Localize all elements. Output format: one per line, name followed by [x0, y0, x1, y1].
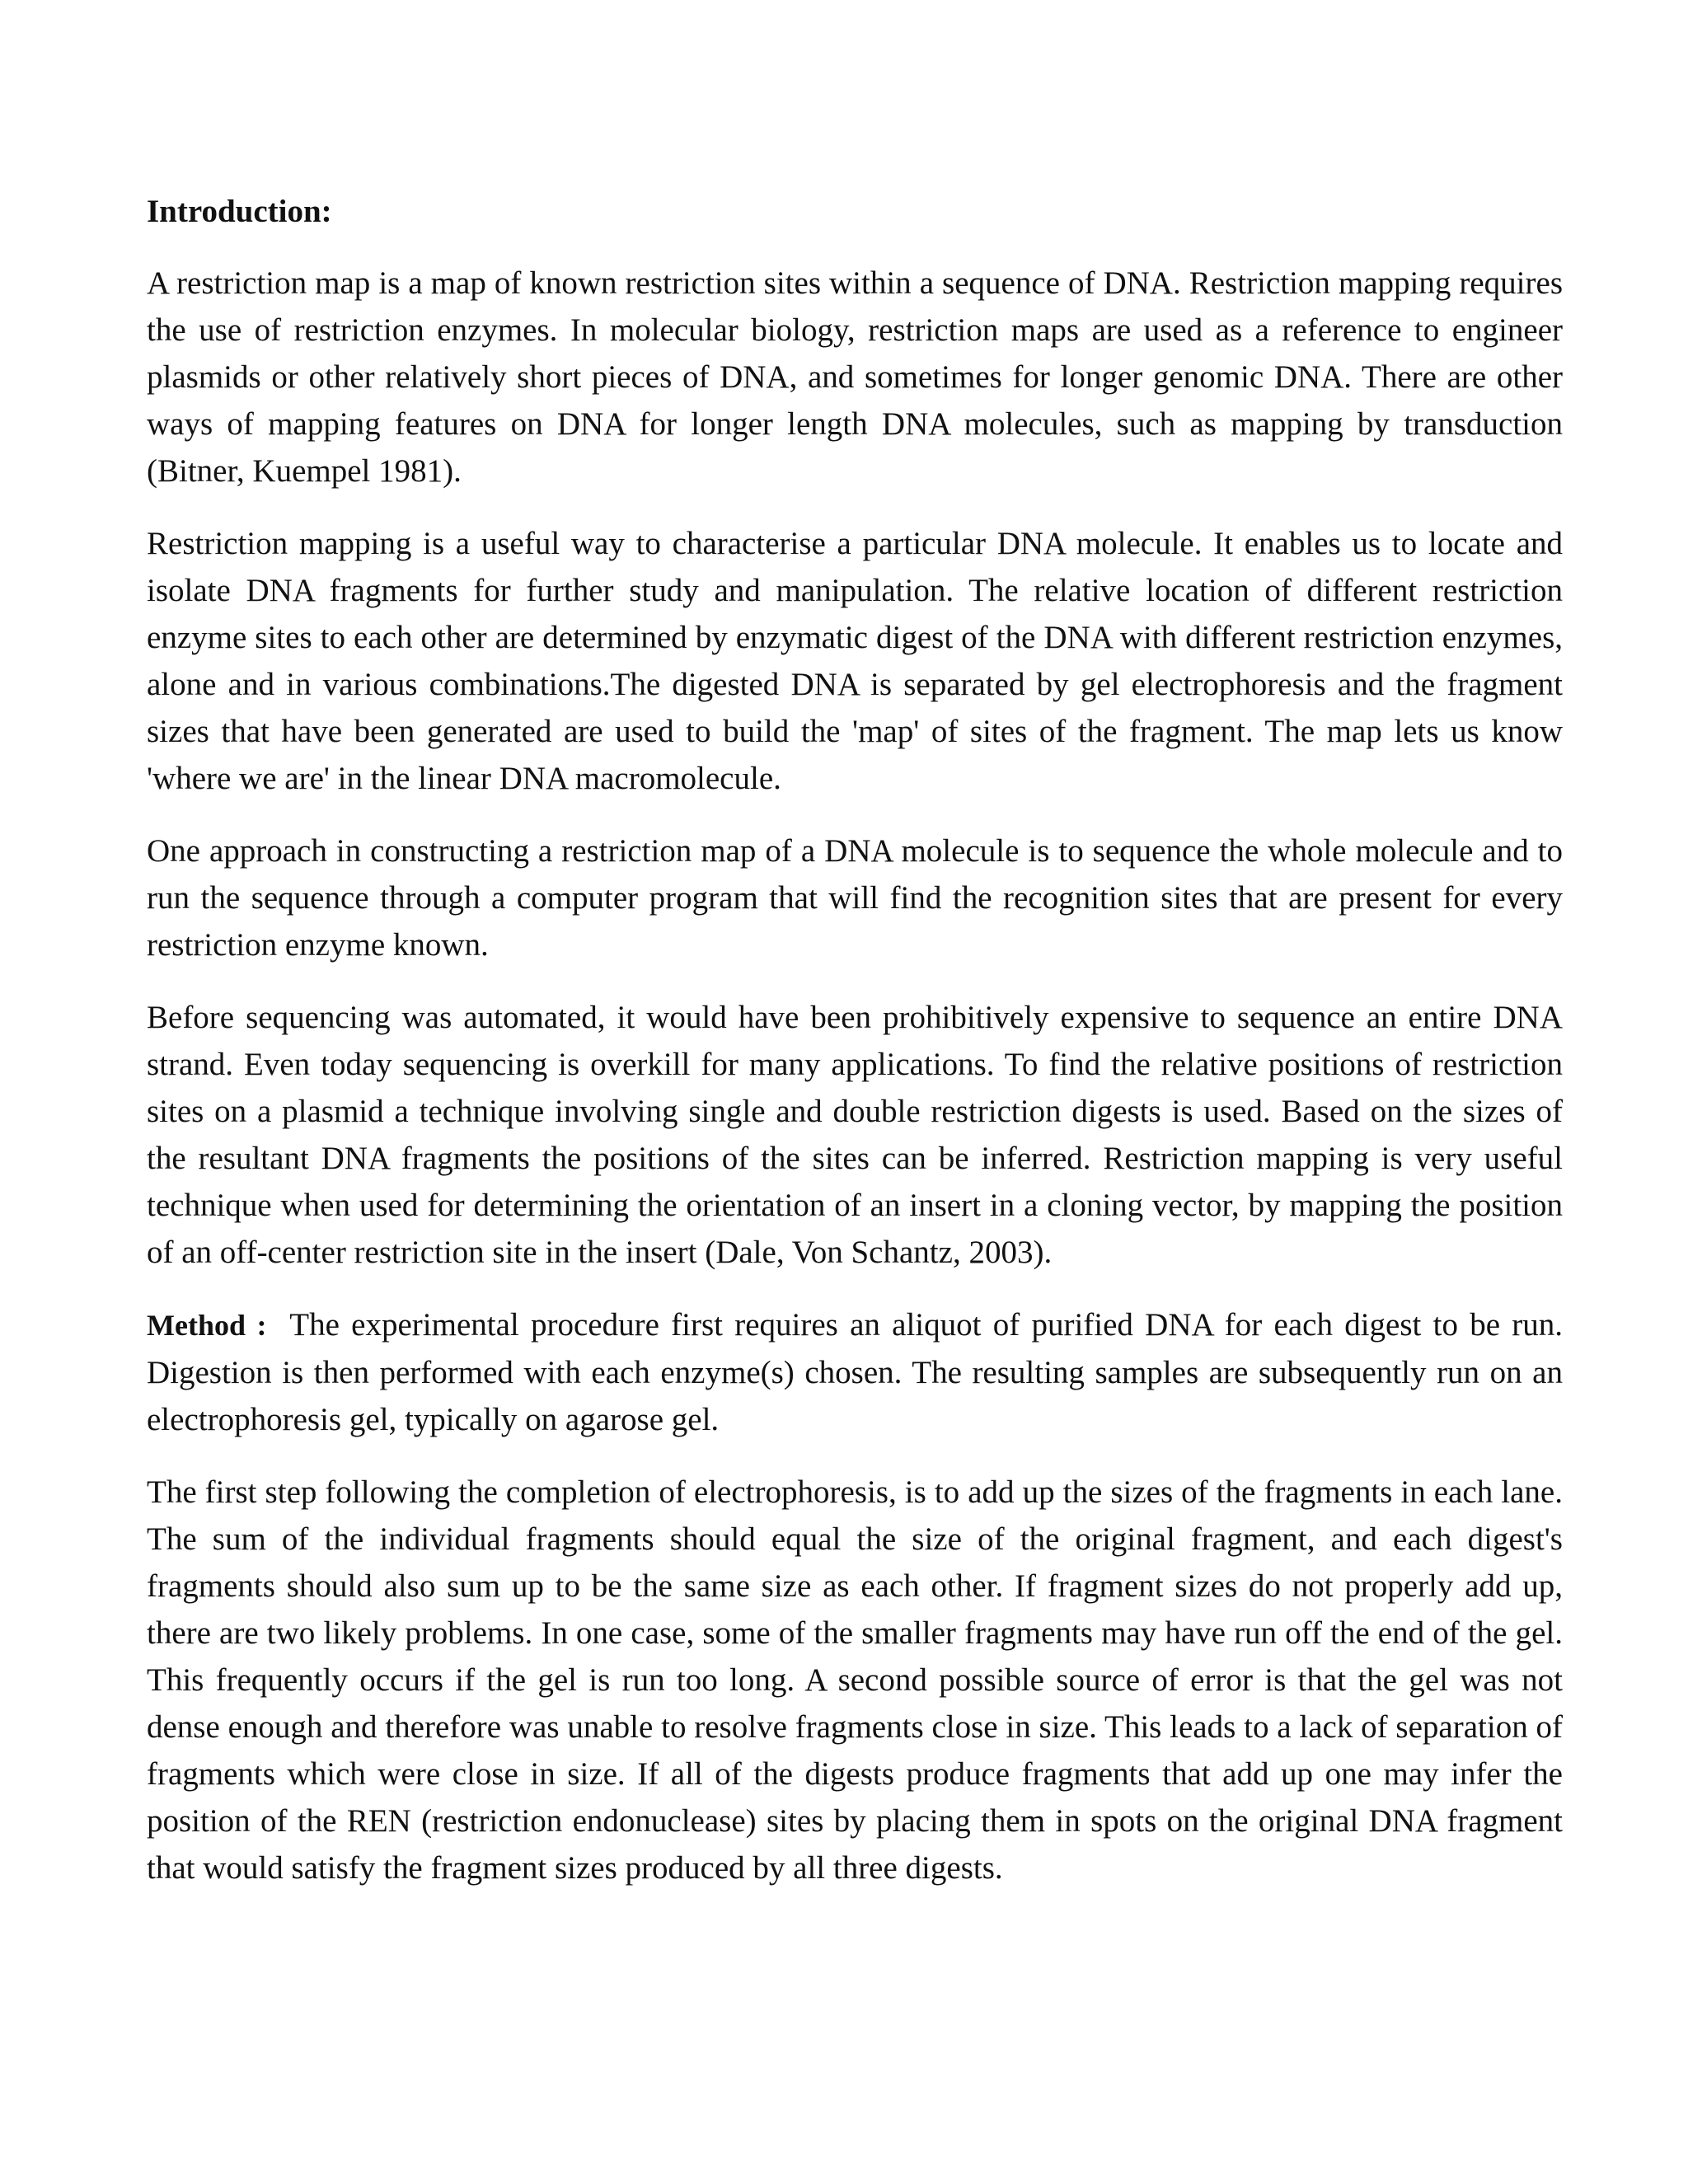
intro-paragraph-4: Before sequencing was automated, it would have been prohibitively expensive to sequence an entire DNA strand. Even today sequencing is overkill for many applications. To find the relative positions of restriction sites on a plasmid a technique involving single and double restriction digests is used. Based on the sizes of the resultant DNA fragments the positions of the sites can be inferred. Restriction mapping is very useful technique when used for determining the orientation of an insert in a cloning vector, by mapping the position of an off-center restriction site in the insert (Dale, Von Schantz, 2003). — [147, 1000, 1563, 1270]
document-page — [147, 188, 1563, 1917]
intro-paragraph-1: A restriction map is a map of known restriction sites within a sequence of DNA. Restriction mapping requires the use of restriction enzymes. In molecular biology, restriction maps are used as a reference to engineer plasmids or other relatively short pieces of DNA, and sometimes for longer genomic DNA. There are other ways of mapping features on DNA for longer length DNA molecules, such as mapping by transduction (Bitner, Kuempel 1981). — [147, 265, 1563, 489]
method-label: Method : — [147, 1309, 267, 1342]
intro-paragraph-3: One approach in constructing a restriction map of a DNA molecule is to sequence the whole molecule and to run the sequence through a computer program that will find the recognition sites that are present for every restriction enzyme known. — [147, 833, 1563, 963]
method-paragraph-2: The first step following the completion of electrophoresis, is to add up the sizes of the fragments in each lane. The sum of the individual fragments should equal the size of the original fragment, and each digest's fragments should also sum up to be the same size as each other. If fragment sizes do not properly add up, there are two likely problems. In one case, some of the smaller fragments may have run off the end of the gel. This frequently occurs if the gel is run too long. A second possible source of error is that the gel was not dense enough and therefore was unable to resolve fragments close in size. This leads to a lack of separation of fragments which were close in size. If all of the digests produce fragments that add up one may infer the position of the REN (restriction endonuclease) sites by placing them in spots on the original DNA fragment that would satisfy the fragment sizes produced by all three digests. — [147, 1474, 1563, 1886]
intro-paragraph-2: Restriction mapping is a useful way to characterise a particular DNA molecule. It enables us to locate and isolate DNA fragments for further study and manipulation. The relative location of different restriction enzyme sites to each other are determined by enzymatic digest of the DNA with different restriction enzymes, alone and in various combinations.The digested DNA is separated by gel electrophoresis and the fragment sizes that have been generated are used to build the 'map' of sites of the fragment. The map lets us know 'where we are' in the linear DNA macromolecule. — [147, 526, 1563, 796]
method-text: The experimental procedure first requires an aliquot of purified DNA for each digest to be run. Digestion is then performed with each enzyme(s) chosen. The resulting samples are subsequently run on an electrophoresis gel, typically on agarose gel. — [147, 1307, 1563, 1437]
introduction-heading: Introduction: — [147, 194, 332, 229]
method-paragraph — [147, 1301, 1563, 1443]
